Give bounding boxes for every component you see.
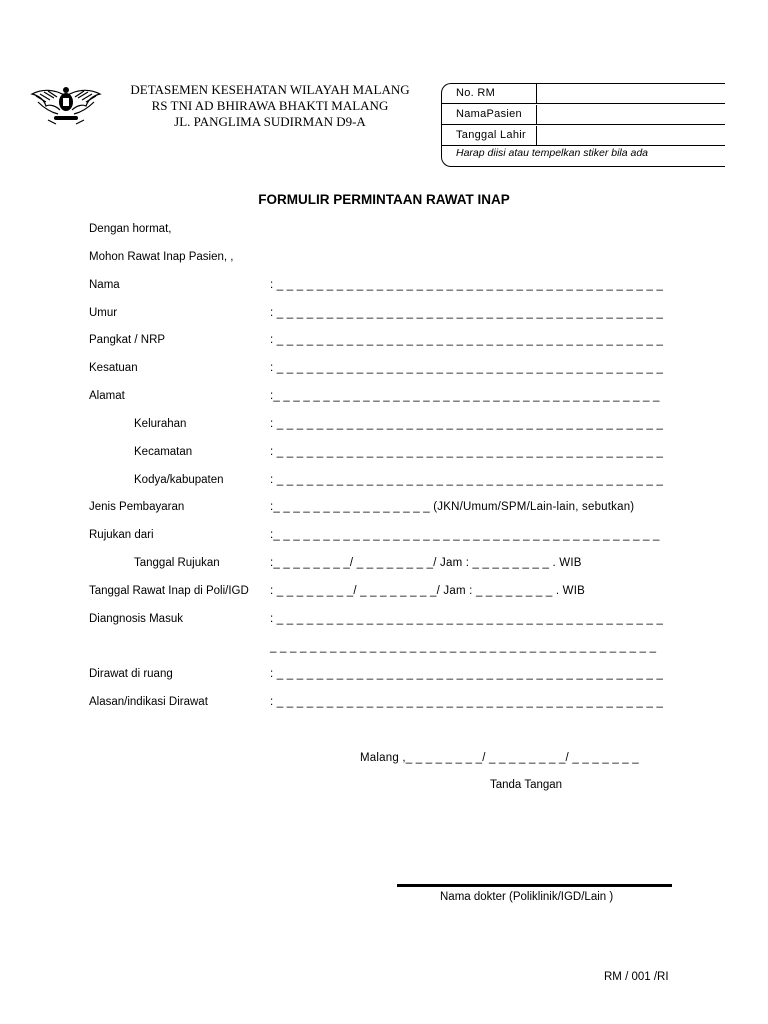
field-fill[interactable]: :_ _ _ _ _ _ _ _ _ _ _ _ _ _ _ _ _ _ _ _ _ _ _ _ _ _ _ _ _ _ _ _ _ _ _ _ _ _ _ bbox=[270, 529, 660, 541]
field-fill[interactable]: : _ _ _ _ _ _ _ _ _ _ _ _ _ _ _ _ _ _ _ _ _ _ _ _ _ _ _ _ _ _ _ _ _ _ _ _ _ _ _ bbox=[270, 696, 664, 708]
military-eagle-emblem-icon bbox=[30, 82, 102, 126]
field-fill[interactable]: : _ _ _ _ _ _ _ _ _ _ _ _ _ _ _ _ _ _ _ _ _ _ _ _ _ _ _ _ _ _ _ _ _ _ _ _ _ _ _ bbox=[270, 474, 664, 486]
org-address: JL. PANGLIMA SUDIRMAN D9-A bbox=[174, 114, 366, 129]
field-fill[interactable]: :_ _ _ _ _ _ _ _ _ _ _ _ _ _ _ _ _ _ _ _ _ _ _ _ _ _ _ _ _ _ _ _ _ _ _ _ _ _ _ bbox=[270, 390, 660, 402]
field-label: Jenis Pembayaran bbox=[89, 501, 185, 513]
organization-header bbox=[110, 82, 430, 130]
signature-line bbox=[397, 884, 672, 887]
field-label: Kelurahan bbox=[134, 418, 187, 430]
request-text: Mohon Rawat Inap Pasien, , bbox=[89, 251, 234, 263]
field-label: Kodya/kabupaten bbox=[134, 474, 224, 486]
rm-number-field[interactable] bbox=[536, 84, 725, 104]
doctor-name-label: Nama dokter (Poliklinik/IGD/Lain ) bbox=[440, 891, 614, 903]
field-fill[interactable]: : _ _ _ _ _ _ _ _ _ _ _ _ _ _ _ _ _ _ _ _ _ _ _ _ _ _ _ _ _ _ _ _ _ _ _ _ _ _ _ bbox=[270, 446, 664, 458]
field-label: Rujukan dari bbox=[89, 529, 154, 541]
field-fill[interactable]: : _ _ _ _ _ _ _ _ _ _ _ _ _ _ _ _ _ _ _ _ _ _ _ _ _ _ _ _ _ _ _ _ _ _ _ _ _ _ _ bbox=[270, 307, 664, 319]
org-name-line1: DETASEMEN KESEHATAN WILAYAH MALANG bbox=[130, 82, 410, 97]
signature-label: Tanda Tangan bbox=[490, 779, 563, 791]
field-label: Alamat bbox=[89, 390, 125, 402]
form-title: FORMULIR PERMINTAAN RAWAT INAP bbox=[258, 192, 510, 207]
sticker-note: Harap diisi atau tempelkan stiker bila ada bbox=[456, 147, 649, 159]
org-name-line2: RS TNI AD BHIRAWA BHAKTI MALANG bbox=[151, 98, 389, 113]
id-row-label: Tanggal Lahir bbox=[456, 129, 526, 141]
field-label: Umur bbox=[89, 307, 118, 319]
id-row-nama bbox=[442, 105, 725, 125]
field-fill[interactable]: : _ _ _ _ _ _ _ _ _ _ _ _ _ _ _ _ _ _ _ _ _ _ _ _ _ _ _ _ _ _ _ _ _ _ _ _ _ _ _ bbox=[270, 613, 664, 625]
field-fill[interactable]: :_ _ _ _ _ _ _ _/ _ _ _ _ _ _ _ _/ Jam : _ _ _ _ _ _ _ _ . WIB bbox=[270, 557, 582, 569]
patient-name-field[interactable] bbox=[536, 105, 725, 125]
patient-id-box bbox=[441, 83, 725, 167]
field-fill[interactable]: : _ _ _ _ _ _ _ _ _ _ _ _ _ _ _ _ _ _ _ _ _ _ _ _ _ _ _ _ _ _ _ _ _ _ _ _ _ _ _ bbox=[270, 334, 664, 346]
field-fill[interactable]: : _ _ _ _ _ _ _ _ _ _ _ _ _ _ _ _ _ _ _ _ _ _ _ _ _ _ _ _ _ _ _ _ _ _ _ _ _ _ _ bbox=[270, 362, 664, 374]
field-fill[interactable]: : _ _ _ _ _ _ _ _ _ _ _ _ _ _ _ _ _ _ _ _ _ _ _ _ _ _ _ _ _ _ _ _ _ _ _ _ _ _ _ bbox=[270, 418, 664, 430]
field-label: Pangkat / NRP bbox=[89, 334, 166, 346]
field-label: Nama bbox=[89, 279, 120, 291]
field-label: Diangnosis Masuk bbox=[89, 613, 183, 625]
field-label: Kecamatan bbox=[134, 446, 193, 458]
field-fill[interactable]: :_ _ _ _ _ _ _ _ _ _ _ _ _ _ _ _ (JKN/Umum/SPM/Lain-lain, sebutkan) bbox=[270, 501, 635, 513]
field-fill[interactable]: _ _ _ _ _ _ _ _ _ _ _ _ _ _ _ _ _ _ _ _ _ _ _ _ _ _ _ _ _ _ _ _ _ _ _ _ _ _ _ bbox=[270, 641, 657, 653]
form-code: RM / 001 /RI bbox=[604, 971, 669, 983]
id-row-label: NamaPasien bbox=[456, 108, 522, 120]
field-label: Dirawat di ruang bbox=[89, 668, 173, 680]
place-date-field[interactable]: Malang ,_ _ _ _ _ _ _ _/ _ _ _ _ _ _ _ _/ _ _ _ _ _ _ _ bbox=[360, 752, 639, 764]
field-label: Kesatuan bbox=[89, 362, 138, 374]
field-fill[interactable]: : _ _ _ _ _ _ _ _ _ _ _ _ _ _ _ _ _ _ _ _ _ _ _ _ _ _ _ _ _ _ _ _ _ _ _ _ _ _ _ bbox=[270, 279, 664, 291]
greeting: Dengan hormat, bbox=[89, 223, 172, 235]
field-label: Alasan/indikasi Dirawat bbox=[89, 696, 208, 708]
field-label: Tanggal Rawat Inap di Poli/IGD bbox=[89, 585, 249, 597]
field-label: Tanggal Rujukan bbox=[134, 557, 220, 569]
id-row-birthdate bbox=[442, 126, 725, 146]
id-row-rm bbox=[442, 84, 725, 104]
id-row-label: No. RM bbox=[456, 87, 496, 99]
field-fill[interactable]: : _ _ _ _ _ _ _ _ _ _ _ _ _ _ _ _ _ _ _ _ _ _ _ _ _ _ _ _ _ _ _ _ _ _ _ _ _ _ _ bbox=[270, 668, 664, 680]
field-fill[interactable]: : _ _ _ _ _ _ _ _/ _ _ _ _ _ _ _ _/ Jam : _ _ _ _ _ _ _ _ . WIB bbox=[270, 585, 585, 597]
birthdate-field[interactable] bbox=[536, 126, 725, 146]
